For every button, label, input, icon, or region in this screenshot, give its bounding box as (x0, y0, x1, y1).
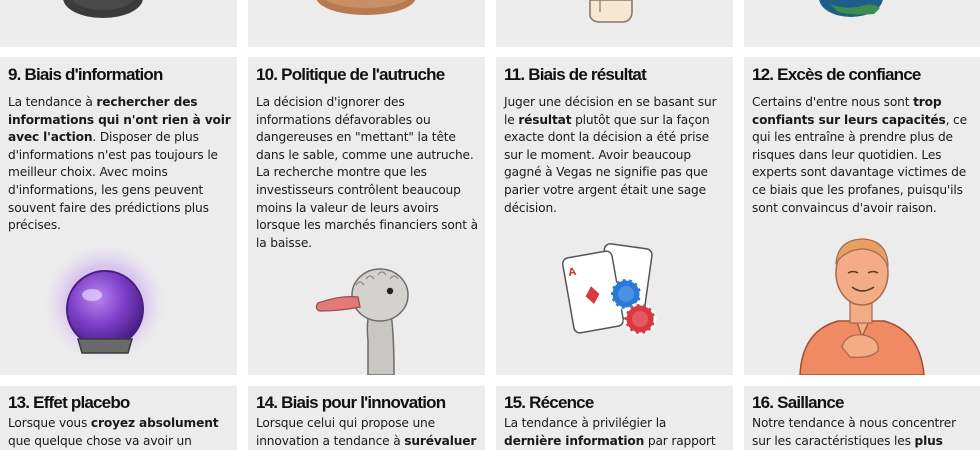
card-title: 10. Politique de l'autruche (256, 65, 445, 84)
crystal-ball-icon (40, 237, 170, 375)
card-pro-innovation-bias (248, 386, 485, 450)
card-description: La décision d'ignorer des informations défavorables ou dangereuses en "mettant" la tête dans le sable, comme une autruche. La recherche montre que les investisseurs contrôlent beaucoup moins la valeur de leurs avoirs lorsque les marchés financiers sont à la baisse. (256, 95, 478, 250)
card-top-4-partial (744, 0, 980, 47)
card-recency (496, 386, 733, 450)
card-title: 16. Saillance (752, 393, 844, 412)
globe-icon (744, 0, 980, 47)
ostrich-icon (310, 251, 420, 375)
card-description: Juger une décision en se basant sur le résultat plutôt que sur la façon exacte dont la décision a été prise sur le moment. Avoir beaucoup gagné à Vegas ne signifie pas que parier votre argent était une sage décision. (504, 95, 717, 215)
card-information-bias (0, 57, 237, 375)
card-description: Lorsque celui qui propose une innovation a tendance à surévaluer (256, 416, 477, 448)
confident-man-icon (784, 227, 934, 375)
card-title: 12. Excès de confiance (752, 65, 921, 84)
card-title: 14. Biais pour l'innovation (256, 393, 446, 412)
card-salience (744, 386, 980, 450)
card-ostrich-effect (248, 57, 485, 375)
card-8-partial (0, 0, 237, 47)
card-outcome-bias (496, 57, 733, 375)
card-placebo-effect (0, 386, 237, 450)
card-description: Notre tendance à nous concentrer sur les caractéristiques les plus (752, 416, 956, 448)
bronze-disc-icon (248, 0, 485, 47)
card-description: Certains d'entre nous sont trop confiants sur leurs capacités, ce qui les entraîne à prendre plus de risques dans leur quotidien. Les experts sont davantage victimes de ce biais que les profanes, puisqu'ils sont convaincus d'avoir raison. (752, 95, 967, 215)
card-top-2-partial (248, 0, 485, 47)
card-title: 9. Biais d'information (8, 65, 163, 84)
svg-text:A: A (567, 265, 578, 279)
hand-icon (496, 0, 733, 47)
card-top-3-partial (496, 0, 733, 47)
dark-disc-icon (0, 0, 237, 47)
card-description: La tendance à privilégier la dernière information par rapport (504, 416, 716, 448)
card-description: Lorsque vous croyez absolument que quelque chose va avoir un (8, 416, 219, 448)
card-title: 13. Effet placebo (8, 393, 130, 412)
card-title: 11. Biais de résultat (504, 65, 646, 84)
card-title: 15. Récence (504, 393, 594, 412)
playing-cards-chips-icon (558, 242, 678, 352)
card-overconfidence (744, 57, 980, 375)
card-description: La tendance à rechercher des informations qui n'ont rien à voir avec l'action. Disposer de plus d'informations n'est pas toujours le meilleur choix. Avec moins d'informations, les gens peuvent souvent faire des prédictions plus précises. (8, 95, 231, 233)
